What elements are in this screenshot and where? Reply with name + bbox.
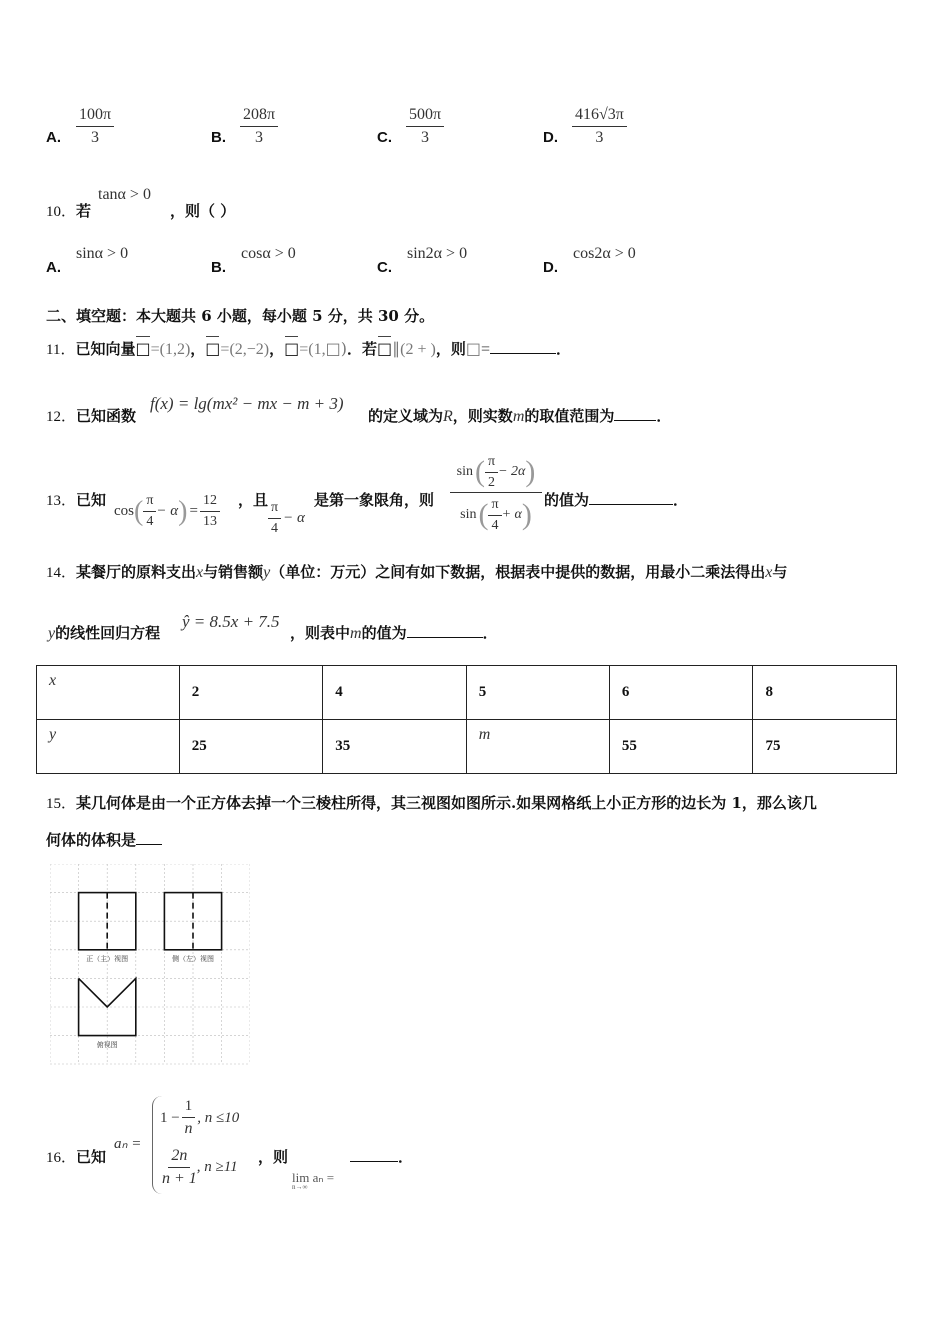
q10-number: 10． bbox=[46, 204, 77, 220]
q13-minus-alpha: − α bbox=[156, 503, 179, 519]
q9-option-c-label: C. bbox=[377, 129, 392, 146]
table-cell: 35 bbox=[323, 720, 467, 774]
q12-pre: 已知函数 bbox=[76, 407, 137, 425]
section-2-heading: 二、填空题：本大题共 6 小题，每小题 5 分，共 30 分。 bbox=[46, 307, 435, 325]
vector-b-icon: □ bbox=[205, 339, 221, 358]
q13-cos-expression bbox=[114, 493, 220, 530]
q9-option-b-label: B. bbox=[211, 129, 226, 146]
q13-and: ，且 bbox=[238, 491, 269, 509]
q13-bottom-pi4-num: π bbox=[488, 497, 501, 516]
q15-answer-blank bbox=[136, 830, 162, 845]
q11-sep2: ， bbox=[269, 340, 285, 358]
q10-pre: 若 bbox=[76, 202, 92, 220]
q9-option-d-denominator: 3 bbox=[595, 129, 604, 146]
q9-option-a-label: A. bbox=[46, 129, 61, 146]
q9-option-b-denominator: 3 bbox=[255, 129, 264, 146]
q12-mid: 的定义域为 bbox=[368, 407, 444, 425]
q13-cos: cos bbox=[114, 503, 134, 519]
q9-option-c-numerator: 500π bbox=[406, 106, 444, 127]
q16-case1-num: 1 bbox=[182, 1098, 196, 1118]
q14-y-2: y bbox=[48, 625, 56, 642]
q11-eq: = bbox=[480, 341, 490, 358]
q14-line-2-tail bbox=[290, 622, 498, 643]
q13-pi4-num: π bbox=[143, 493, 156, 512]
q14-line2-mid: 的线性回归方程 bbox=[55, 624, 161, 642]
front-view-label: 正（主）视图 bbox=[86, 955, 129, 963]
q16-case2-cond: , n ≥11 bbox=[196, 1159, 238, 1175]
q13-stem bbox=[46, 489, 106, 510]
q14-line-1 bbox=[46, 561, 787, 582]
q10-option-b-label: B. bbox=[211, 259, 226, 276]
q13-big-fraction bbox=[450, 452, 542, 537]
q16-case1-cond: , n ≤10 bbox=[197, 1109, 240, 1126]
q14-line1-end: 与 bbox=[772, 563, 788, 581]
q14-m: m bbox=[350, 625, 362, 642]
q10-option-c-label: C. bbox=[377, 259, 392, 276]
q9-option-c-fraction bbox=[406, 106, 444, 147]
q16-case1-fraction bbox=[182, 1098, 196, 1138]
q16-case2-den: n + 1 bbox=[162, 1170, 197, 1187]
q9-option-a-denominator: 3 bbox=[91, 129, 100, 146]
q15-number: 15． bbox=[46, 796, 77, 812]
q13-tail bbox=[544, 489, 688, 510]
q13-angle-den: 4 bbox=[271, 521, 279, 536]
q11-pre: 已知向量 bbox=[75, 340, 136, 358]
q13-value-num: 12 bbox=[200, 493, 220, 512]
q9-option-d-fraction bbox=[572, 106, 627, 147]
q13-pi2-fraction bbox=[485, 454, 498, 491]
q10-option-d-label: D. bbox=[543, 259, 558, 276]
q13-end: ． bbox=[673, 491, 689, 509]
table-cell: 6 bbox=[609, 666, 753, 720]
q11-then: ，则 bbox=[435, 340, 466, 358]
q13-pre: 已知 bbox=[76, 491, 107, 509]
q11-combo: (2 + ) bbox=[400, 341, 436, 358]
grid-lines bbox=[50, 864, 250, 1064]
q13-pi4-den: 4 bbox=[146, 514, 154, 529]
q11-mid: ．若 bbox=[346, 340, 377, 358]
q10-option-a-label: A. bbox=[46, 259, 61, 276]
q13-big-denominator bbox=[450, 493, 542, 537]
q16-case2-fraction bbox=[162, 1147, 197, 1188]
q13-bottom-paren-left-icon: ( bbox=[478, 498, 489, 531]
q16-case1-den: n bbox=[184, 1120, 193, 1137]
q13-plus-alpha: + α bbox=[501, 507, 522, 522]
q14-line2-post: ，则表中 bbox=[290, 624, 351, 642]
q13-pi4-fraction bbox=[143, 493, 156, 530]
table-cell: 25 bbox=[179, 720, 323, 774]
q16-stem bbox=[46, 1146, 106, 1167]
q14-line2-end: 的值为 bbox=[361, 624, 407, 642]
q15-line-1 bbox=[46, 792, 817, 813]
q10-stem bbox=[46, 200, 91, 221]
q9-option-a-numerator: 100π bbox=[76, 106, 114, 127]
table-cell: 75 bbox=[753, 720, 897, 774]
vector-c2-icon: □ bbox=[377, 339, 393, 358]
q12-function: f(x) = lg(mx² − mx − m + 3) bbox=[150, 394, 344, 413]
q13-angle-desc: 是第一象限角，则 bbox=[314, 491, 435, 509]
table-cell: 8 bbox=[753, 666, 897, 720]
q13-angle-num: π bbox=[268, 500, 281, 519]
q14-line-2 bbox=[48, 622, 160, 643]
q12-mid2: ，则实数 bbox=[452, 407, 513, 425]
q13-pi2-num: π bbox=[485, 454, 498, 473]
q13-bottom-pi4-den: 4 bbox=[491, 517, 499, 533]
q16-tail bbox=[350, 1146, 413, 1167]
table-cell: 55 bbox=[609, 720, 753, 774]
q9-option-d-numerator: 416√3π bbox=[572, 106, 627, 127]
q16-lim: lim aₙ = bbox=[292, 1170, 335, 1185]
q13-value-fraction bbox=[200, 493, 220, 530]
q16-case2-num: 2n bbox=[168, 1147, 190, 1168]
table-cell: 2 bbox=[179, 666, 323, 720]
q11-sep1: ， bbox=[190, 340, 206, 358]
q14-number: 14． bbox=[46, 565, 77, 581]
q15-line-2 bbox=[46, 829, 162, 850]
q16-number: 16． bbox=[46, 1150, 77, 1166]
q14-x-2: x bbox=[765, 564, 773, 581]
q13-number: 13． bbox=[46, 493, 77, 509]
q10-condition: tanα > 0 bbox=[98, 186, 151, 203]
side-view-label: 侧（左）视图 bbox=[172, 955, 214, 963]
lambda-box-icon: □) bbox=[325, 339, 347, 358]
q16-case1-a: 1 − bbox=[160, 1109, 180, 1126]
q16-case-2 bbox=[162, 1147, 238, 1188]
table-cell-y-header: y bbox=[37, 720, 180, 774]
q10-option-c-text: sin2α > 0 bbox=[407, 245, 468, 262]
q13-eq: = bbox=[189, 503, 198, 519]
q10-option-a-text: sinα > 0 bbox=[76, 245, 129, 262]
q13-post: 的值为 bbox=[544, 491, 590, 509]
q13-paren-right-icon: ) bbox=[178, 495, 188, 527]
q12-line-tail bbox=[368, 405, 671, 426]
q13-big-numerator bbox=[450, 452, 542, 493]
q9-option-d-label: D. bbox=[543, 129, 558, 146]
q13-bottom-pi4-fraction bbox=[488, 497, 501, 534]
q9-option-a-fraction bbox=[76, 106, 114, 147]
q14-line1-mid: 与销售额 bbox=[203, 563, 264, 581]
q12-m: m bbox=[512, 408, 525, 425]
q13-paren-left-icon: ( bbox=[134, 495, 144, 527]
q14-end: ． bbox=[482, 624, 498, 642]
q14-equation: ŷ = 8.5x + 7.5 bbox=[182, 612, 280, 631]
vector-c-icon: □ bbox=[284, 339, 300, 358]
q16-end: ． bbox=[398, 1148, 414, 1166]
q11-vector-b: =(2,−2) bbox=[220, 341, 270, 358]
q14-answer-blank bbox=[407, 623, 483, 638]
q16-lim-sub: n→∞ bbox=[292, 1183, 308, 1191]
q13-top-paren-left-icon: ( bbox=[474, 455, 485, 488]
q11-vector-c: =(1, bbox=[299, 341, 326, 358]
top-view-label: 俯视图 bbox=[96, 1041, 118, 1049]
q11-answer-blank bbox=[490, 339, 556, 354]
q13-angle-fraction bbox=[268, 500, 281, 537]
q13-sin-bottom: sin bbox=[460, 507, 477, 522]
q9-option-b-numerator: 208π bbox=[240, 106, 278, 127]
q14-y: y bbox=[263, 564, 271, 581]
q9-option-c-denominator: 3 bbox=[421, 129, 430, 146]
table-row-x bbox=[37, 666, 897, 720]
q15-line2: 何体的体积是 bbox=[46, 831, 137, 849]
table-row-y bbox=[37, 720, 897, 774]
q14-data-table bbox=[36, 665, 897, 774]
table-cell-x-header: x bbox=[37, 666, 180, 720]
q16-a-n: aₙ = bbox=[114, 1136, 142, 1152]
q16-pre: 已知 bbox=[76, 1148, 107, 1166]
q14-x: x bbox=[196, 564, 204, 581]
q11-end: ． bbox=[555, 340, 571, 358]
q12-post: 的取值范围为 bbox=[524, 407, 615, 425]
q13-pi2-den: 2 bbox=[488, 474, 496, 490]
q13-top-paren-right-icon: ) bbox=[525, 455, 536, 488]
q13-bottom-paren-right-icon: ) bbox=[521, 498, 532, 531]
q10-option-d-text: cos2α > 0 bbox=[573, 245, 636, 262]
q9-option-b-fraction bbox=[240, 106, 278, 147]
q12-number: 12． bbox=[46, 409, 77, 425]
q10-option-b-text: cosα > 0 bbox=[241, 245, 296, 262]
q16-limit bbox=[292, 1170, 334, 1191]
q11-vector-a: =(1,2) bbox=[150, 341, 191, 358]
q11-parallel: ∥ bbox=[392, 341, 401, 358]
q13-minus-2alpha: − 2α bbox=[498, 464, 526, 479]
q13-answer-blank bbox=[589, 490, 673, 505]
table-cell: 4 bbox=[323, 666, 467, 720]
q13-value-den: 13 bbox=[202, 514, 217, 529]
lambda-box2-icon: □ bbox=[465, 339, 481, 358]
q15-line1: 某几何体是由一个正方体去掉一个三棱柱所得，其三视图如图所示.如果网格纸上小正方形的边长为 1，那么该几 bbox=[76, 794, 817, 812]
vector-a-icon: □ bbox=[135, 339, 151, 358]
q13-angle-tail: − α bbox=[283, 510, 305, 526]
table-cell-m: m bbox=[466, 720, 609, 774]
q10-post: ，则（ ） bbox=[170, 202, 236, 220]
q14-line1-post: （单位：万元）之间有如下数据，根据表中提供的数据，用最小二乘法得出 bbox=[270, 563, 766, 581]
q12-end: ． bbox=[656, 407, 672, 425]
q13-sin-top: sin bbox=[456, 464, 473, 479]
q12-answer-blank bbox=[614, 406, 656, 421]
q12-line bbox=[46, 405, 136, 426]
three-view-diagram bbox=[50, 864, 250, 1066]
q12-R: R bbox=[443, 408, 453, 425]
q16-then: ，则 bbox=[258, 1148, 289, 1166]
q13-angle-expression bbox=[268, 500, 305, 537]
q16-case-1 bbox=[160, 1098, 239, 1138]
q11-number: 11． bbox=[46, 342, 76, 358]
table-cell: 5 bbox=[466, 666, 609, 720]
q16-answer-blank bbox=[350, 1147, 398, 1162]
q11-line bbox=[46, 338, 571, 359]
q14-line1-pre: 某餐厅的原料支出 bbox=[76, 563, 197, 581]
